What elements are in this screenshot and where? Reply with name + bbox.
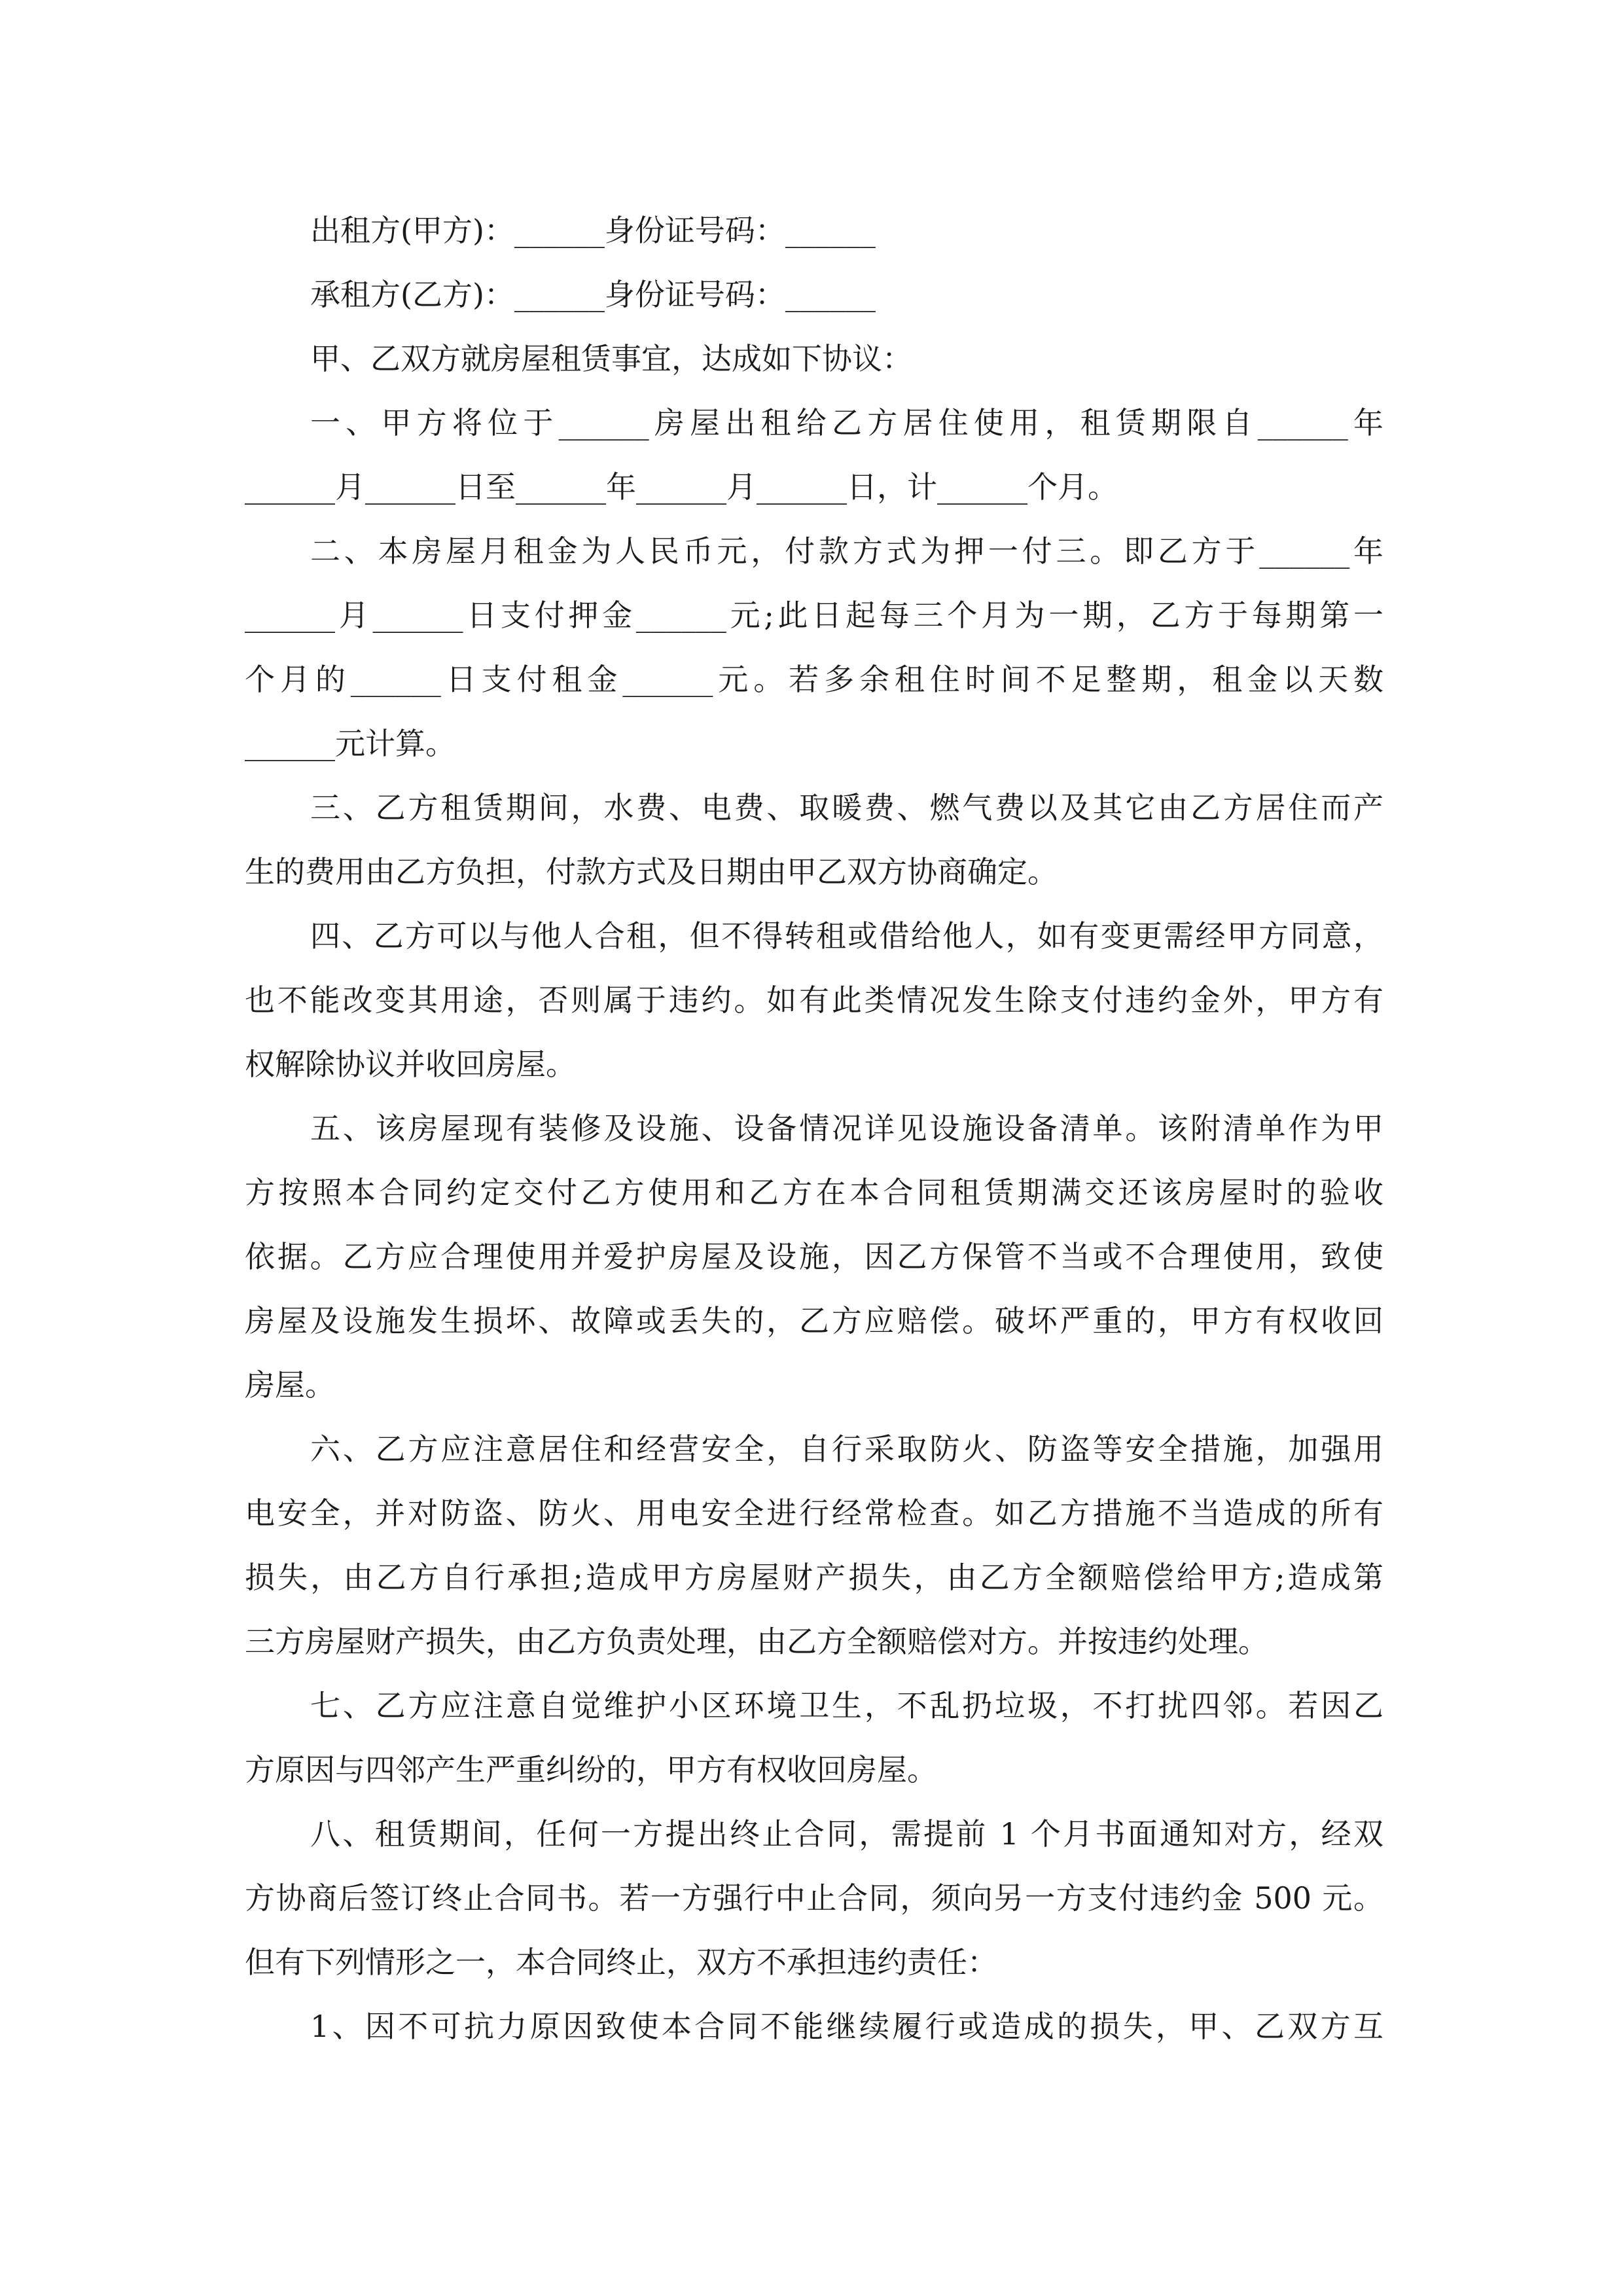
clause-8-line-1: 八、租赁期间，任何一方提出终止合同，需提前 1 个月书面通知对方，经双 [310,1816,1383,1852]
subclause-1-line-1: 1、因不可抗力原因致使本合同不能继续履行或造成的损失，甲、乙双方互 [310,2009,1383,2044]
clause-6-line-2: 电安全，并对防盗、防火、用电安全进行经常检查。如乙方措施不当造成的所有 [245,1496,1383,1531]
clause-8-line-3: 但有下列情形之一，本合同终止，双方不承担违约责任： [245,1945,997,1980]
clause-2-line-1: 二、本房屋月租金为人民币元，付款方式为押一付三。即乙方于______年 [310,533,1383,569]
clause-3-line-2: 生的费用由乙方负担，付款方式及日期由甲乙双方协商确定。 [245,854,1058,889]
clause-3-line-1: 三、乙方租赁期间，水费、电费、取暖费、燃气费以及其它由乙方居住而产 [310,790,1383,825]
clause-5-line-3: 依据。乙方应合理使用并爱护房屋及设施，因乙方保管不当或不合理使用，致使 [245,1239,1383,1274]
clause-6-line-1: 六、乙方应注意居住和经营安全，自行采取防火、防盗等安全措施，加强用 [310,1431,1383,1467]
clause-6-line-3: 损失，由乙方自行承担;造成甲方房屋财产损失，由乙方全额赔偿给甲方;造成第 [245,1560,1383,1595]
clause-8-line-2: 方协商后签订终止合同书。若一方强行中止合同，须向另一方支付违约金 500 元。 [245,1880,1383,1916]
clause-7-line-2: 方原因与四邻产生严重纠纷的，甲方有权收回房屋。 [245,1752,937,1787]
clause-6-line-4: 三方房屋财产损失，由乙方负责处理，由乙方全额赔偿对方。并按违约处理。 [245,1624,1268,1659]
clause-4-line-2: 也不能改变其用途，否则属于违约。如有此类情况发生除支付违约金外，甲方有 [245,982,1383,1018]
clause-7-line-1: 七、乙方应注意自觉维护小区环境卫生，不乱扔垃圾，不打扰四邻。若因乙 [310,1688,1383,1723]
clause-2-line-3: 个月的______日支付租金______元。若多余租住时间不足整期，租金以天数 [245,662,1383,697]
clause-5-line-5: 房屋。 [245,1367,335,1403]
agreement-intro: 甲、乙双方就房屋租赁事宜，达成如下协议： [310,341,912,376]
clause-1-line-1: 一、甲方将位于______房屋出租给乙方居住使用，租赁期限自______年 [310,405,1383,440]
clause-2-line-4: ______元计算。 [245,726,455,761]
party-b-line: 承租方(乙方)：______身份证号码：______ [310,277,876,312]
clause-2-line-2: ______月______日支付押金______元;此日起每三个月为一期，乙方于每期第一 [245,598,1383,633]
clause-5-line-1: 五、该房屋现有装修及设施、设备情况详见设施设备清单。该附清单作为甲 [310,1111,1383,1146]
clause-4-line-3: 权解除协议并收回房屋。 [245,1047,576,1082]
party-a-line: 出租方(甲方)：______身份证号码：______ [310,213,876,248]
clause-5-line-2: 方按照本合同约定交付乙方使用和乙方在本合同租赁期满交还该房屋时的验收 [245,1175,1383,1210]
clause-5-line-4: 房屋及设施发生损坏、故障或丢失的，乙方应赔偿。破坏严重的，甲方有权收回 [245,1303,1383,1338]
clause-4-line-1: 四、乙方可以与他人合租，但不得转租或借给他人，如有变更需经甲方同意， [310,918,1383,954]
clause-1-line-2: ______月______日至______年______月______日，计______个月。 [245,469,1118,505]
